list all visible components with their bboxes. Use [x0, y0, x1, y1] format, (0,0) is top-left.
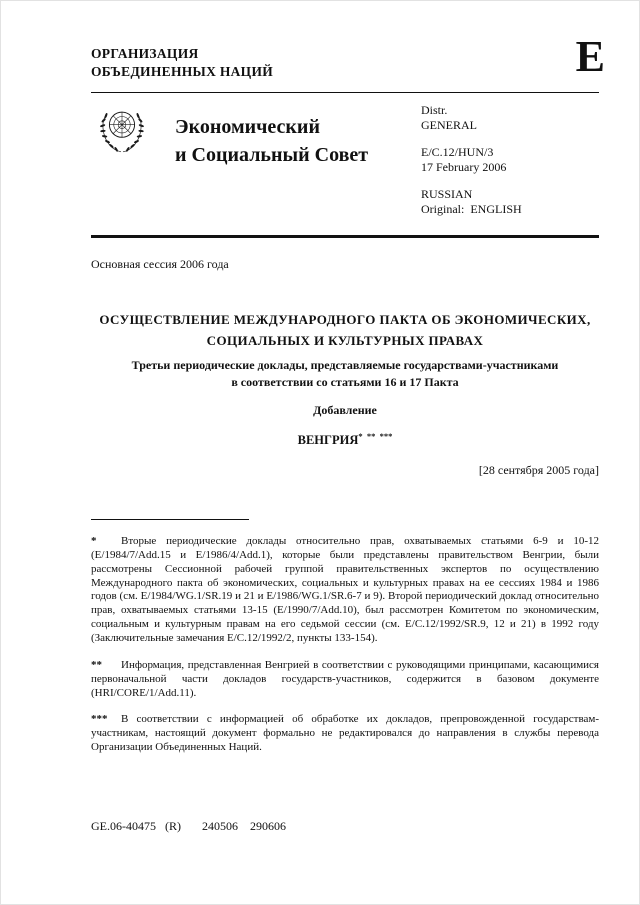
document-info-block	[421, 103, 522, 229]
footnote-1	[91, 535, 599, 646]
header-divider-thin	[91, 92, 599, 93]
council-title	[175, 113, 368, 169]
document-subtitle-line1: Третьи периодические доклады, представляемые государствами-участниками	[131, 358, 559, 372]
org-name-line1: ОРГАНИЗАЦИЯ	[91, 46, 199, 61]
footnotes-section	[91, 535, 599, 755]
footnote-2	[91, 659, 599, 701]
un-emblem-icon	[93, 99, 151, 163]
org-name	[91, 45, 273, 81]
document-subtitle	[91, 357, 599, 392]
footnote-separator	[91, 519, 249, 520]
distr-label: Distr.	[421, 103, 448, 117]
un-emblem	[93, 99, 151, 163]
footnote-1-text: Вторые периодические доклады относительно прав, охватываемых статьями 6-9 и 10-12 (E/1984/7/Add.15 и E/1986/4/Add.1), которые были представлены правительством Венгрии, были рассмотрены Сессионной рабочей группой правительственных экспертов по осуществлению Международного пакта об экономических, социальных и культурных правах на ее сессиях 1984 и 1986 годов (см. E/1984/WG.1/SR.19 и 21 и E/1986/WG.1/SR.6-7 и 9). Второй периодический доклад относительно прав, охватываемых статьями 13-15 (E/1990/7/Add.10), был рассмотрен Комитетом по экономическим, социальным и культурным правам на его седьмой сессии (см. E/C.12/1992/SR.9, 12 и 21) в 1992 году (Заключительные замечания E/C.12/1992/2, пункты 133-154).	[91, 535, 599, 645]
country-heading	[91, 431, 599, 448]
distr-value: GENERAL	[421, 118, 477, 132]
footnote-3	[91, 713, 599, 755]
document-language: RUSSIAN	[421, 187, 473, 201]
header-divider-thick	[91, 235, 599, 238]
org-name-line2: ОБЪЕДИНЕННЫХ НАЦИЙ	[91, 64, 274, 80]
council-title-line1: Экономический	[175, 116, 320, 138]
session-line: Основная сессия 2006 года	[91, 257, 229, 271]
footnote-1-marker: *	[91, 535, 97, 547]
document-symbol: E/C.12/HUN/3	[421, 145, 494, 159]
document-series-letter: E	[575, 32, 605, 81]
country-name: ВЕНГРИЯ	[297, 433, 359, 448]
document-date: 17 February 2006	[421, 160, 507, 174]
footnote-3-text: В соответствии с информацией об обработке их докладов, препровожденной государствам-участникам, настоящий документ формально не редактировался до направления в службы перевода Организации Объединенных Наций.	[91, 713, 599, 754]
document-footer-code: GE.06-40475 (R) 240506 290606	[91, 819, 286, 833]
document-title-line1: ОСУЩЕСТВЛЕНИЕ МЕЖДУНАРОДНОГО ПАКТА ОБ ЭКОНОМИЧЕСКИХ,	[99, 312, 591, 327]
document-title-line2: СОЦИАЛЬНЫХ И КУЛЬТУРНЫХ ПРАВАХ	[206, 333, 484, 349]
footnote-2-marker: **	[91, 658, 102, 671]
document-title	[91, 309, 599, 351]
footnote-2-text: Информация, представленная Венгрией в соответствии с руководящими принципами, касающимися первоначальной части докладов государств-участников, содержится в базовом документе (HRI/CORE/1/Add.11).	[91, 658, 599, 699]
received-date: [28 сентября 2005 года]	[478, 463, 599, 477]
addendum-heading: Добавление	[313, 403, 377, 417]
footnote-3-marker: ***	[91, 713, 108, 726]
country-footnote-refs: * ** ***	[358, 431, 393, 441]
document-subtitle-line2: в соответствии со статьями 16 и 17 Пакта	[231, 375, 459, 390]
original-language: Original: ENGLISH	[421, 202, 522, 216]
council-title-line2: и Социальный Совет	[175, 144, 369, 166]
